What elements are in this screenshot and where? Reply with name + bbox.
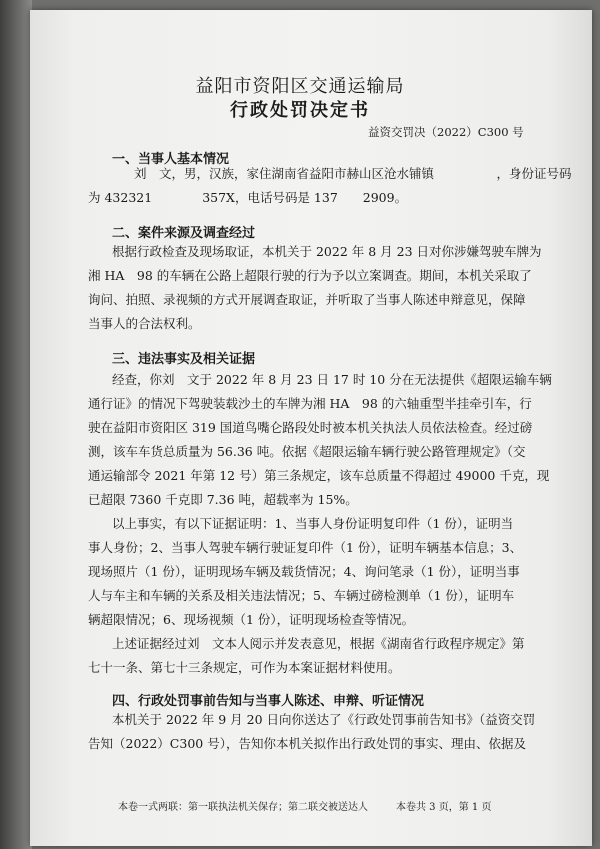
text-line: 当事人的合法权利。 xyxy=(88,316,201,331)
text-line: 为 432321 357X，电话号码是 137 2909。 xyxy=(88,190,408,205)
text-line: 以上事实，有以下证据证明：1、当事人身份证明复印件（1 份），证明当 xyxy=(112,516,514,531)
text-line: 驶在益阳市资阳区 319 国道鸟嘴仑路段处时被本机关执法人员依法检查。经过磅 xyxy=(88,420,533,435)
text-line: 经查，你刘 文于 2022 年 8 月 23 日 17 时 10 分在无法提供《超限运输车辆 xyxy=(112,372,552,387)
text-line: 通行证》的情况下驾驶装载沙土的车牌为湘 HA 98 的六轴重型半挂牵引车，行 xyxy=(88,396,532,411)
text-line: 七十一条、第七十三条规定，可作为本案证据材料使用。 xyxy=(88,660,401,675)
text-line: 通运输部令 2021 年第 12 号）第三条规定，该车总质量不得超过 49000 千克，现 xyxy=(88,468,550,483)
footer-copies-note: 本卷一式两联：第一联执法机关保存；第二联交被送达人 xyxy=(118,802,368,813)
section-heading-violation-facts: 三、违法事实及相关证据 xyxy=(112,352,256,367)
document-title: 行政处罚决定书 xyxy=(230,100,370,121)
text-line: 询问、拍照、录视频的方式开展调查取证，并听取了当事人陈述申辩意见，保障 xyxy=(88,292,526,307)
section-heading-case-source: 二、案件来源及调查经过 xyxy=(112,226,256,241)
text-line: 上述证据经过刘 文本人阅示并发表意见，根据《湖南省行政程序规定》第 xyxy=(112,636,525,651)
text-line: 本机关于 2022 年 9 月 20 日向你送达了《行政处罚事前告知书》（益资交罚 xyxy=(112,712,536,727)
text-line: 刘 文，男，汉族，家住湖南省益阳市赫山区沧水铺镇 ，身份证号码 xyxy=(134,166,572,181)
text-line: 已超限 7360 千克即 7.36 吨，超载率为 15%。 xyxy=(88,492,358,507)
text-line: 根据行政检查及现场取证，本机关于 2022 年 8 月 23 日对你涉嫌驾驶车牌为 xyxy=(112,244,542,259)
text-line: 辆超限情况；6、现场视频（1 份），证明现场检查等情况。 xyxy=(88,612,415,627)
text-line: 告知（2022）C300 号），告知你本机关拟作出行政处罚的事实、理由、依据及 xyxy=(88,736,526,751)
section-heading-prior-notice: 四、行政处罚事前告知与当事人陈述、申辩、听证情况 xyxy=(112,694,425,709)
footer-page-number: 本卷共 3 页，第 1 页 xyxy=(396,802,492,813)
text-line: 测，该车车货总质量为 56.36 吨。依据《超限运输车辆行驶公路管理规定》（交 xyxy=(88,444,526,459)
text-line: 事人身份；2、当事人驾驶车辆行驶证复印件（1 份），证明车辆基本信息；3、 xyxy=(88,540,523,555)
text-line: 现场照片（1 份），证明现场车辆及载货情况；4、询问笔录（1 份），证明当事 xyxy=(88,564,520,579)
document-number: 益资交罚决（2022）C300 号 xyxy=(368,125,524,139)
text-line: 人与车主和车辆的关系及相关违法情况；5、车辆过磅检测单（1 份），证明车 xyxy=(88,588,515,603)
issuing-organization: 益阳市资阳区交通运输局 xyxy=(195,76,405,97)
text-line: 湘 HA 98 的车辆在公路上超限行驶的行为予以立案调查。期间，本机关采取了 xyxy=(88,268,532,283)
section-heading-party-info: 一、当事人基本情况 xyxy=(112,152,230,167)
